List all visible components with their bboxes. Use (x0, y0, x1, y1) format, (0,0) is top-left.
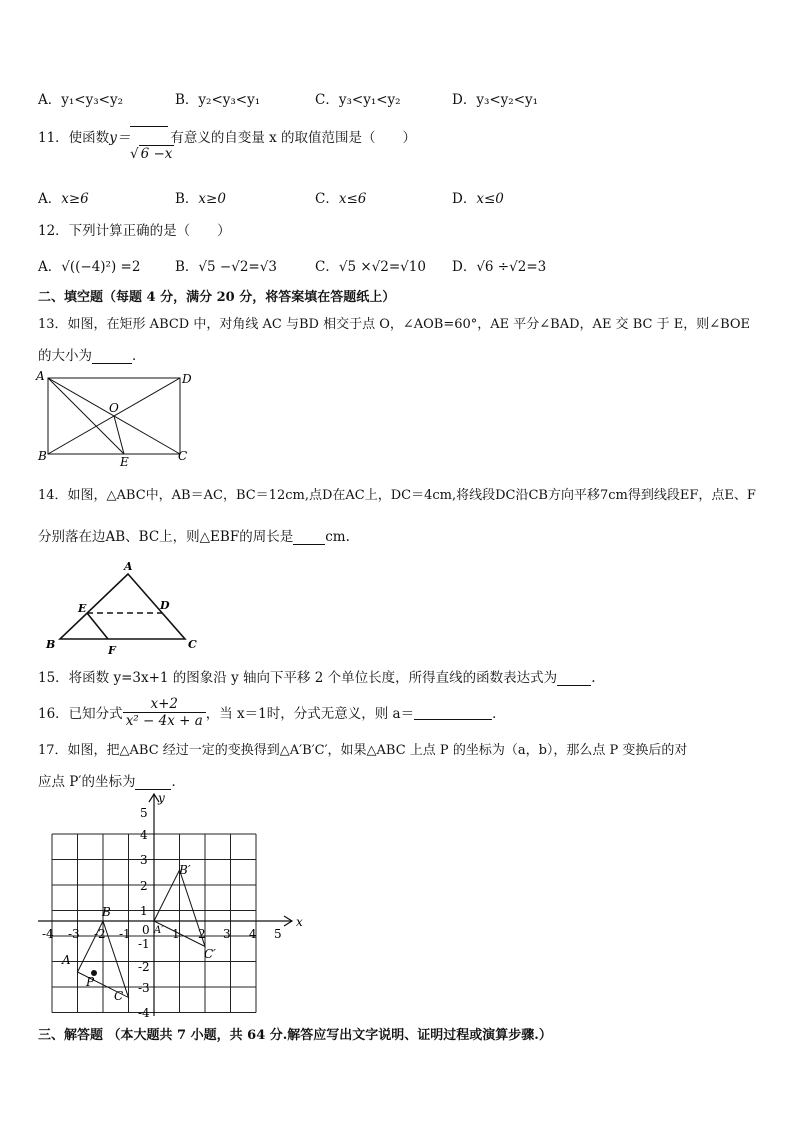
y-tick-neg2: -2 (138, 960, 150, 974)
q15-answer-blank[interactable] (557, 671, 591, 686)
x-tick-neg3: -3 (68, 927, 80, 941)
y-tick-neg4: -4 (138, 1006, 150, 1020)
q14-figure (40, 560, 210, 654)
x-tick-neg1: -1 (119, 927, 131, 941)
q11-radical: √ 6 −x (130, 146, 173, 162)
q14-label-d: D (160, 599, 170, 612)
q13-label-o: O (109, 401, 119, 415)
q13-stem-line2: 的大小为 ． (38, 348, 146, 364)
q17-stem-line2: 应点 P′的坐标为 ． (38, 774, 185, 790)
q14-stem-line1: 14．如图，△ABC中，AB＝AC，BC＝12cm,点D在AC上，DC＝4cm,将线段DC沿CB方向平移7cm得到线段EF，点E、F (38, 488, 756, 503)
section-2-heading: 二、填空题（每题 4 分，满分 20 分，将答案填在答题纸上） (38, 290, 396, 305)
label-a: A (62, 953, 71, 967)
y-tick-5: 5 (140, 806, 148, 820)
label-b: B (102, 905, 111, 919)
y-tick-neg3: -3 (138, 981, 150, 995)
q17-coordinate-grid (30, 788, 320, 1022)
y-tick-2: 2 (140, 879, 148, 893)
q11-stem: 11．使函数y＝ 有意义的自变量 x 的取值范围是（ ） (38, 126, 416, 146)
q12-stem: 12．下列计算正确的是（ ） (38, 223, 231, 239)
label-a-prime: A′ (154, 925, 164, 936)
q13-stem-line1: 13．如图，在矩形 ABCD 中，对角线 AC 与BD 相交于点 O，∠AOB=60°，AE 平分∠BAD，AE 交 BC 于 E，则∠BOE (38, 317, 751, 332)
q14-label-b: B (46, 638, 56, 651)
q10-option-a: A．y₁<y₃<y₂ (38, 92, 123, 108)
q14-answer-blank[interactable] (293, 530, 325, 545)
q14-label-f: F (108, 644, 116, 654)
q16-answer-blank[interactable] (414, 705, 492, 720)
q14-label-c: C (188, 638, 197, 651)
q13-label-c: C (178, 449, 188, 463)
x-tick-4: 4 (249, 927, 257, 941)
q16-fraction: $\frac{x+2}{\text{x² − 4x + a}}$ (123, 696, 206, 729)
q12-option-b: B．√5 −√2=√3 (175, 259, 277, 275)
q10-option-b: B．y₂<y₃<y₁ (175, 92, 261, 108)
section-3-heading: 三、解答题 （本大题共 7 小题，共 64 分.解答应写出文字说明、证明过程或演算步骤.） (38, 1028, 552, 1043)
q13-label-a: A (36, 369, 45, 383)
x-tick-neg2: -2 (94, 927, 106, 941)
q14-label-e: E (78, 602, 87, 615)
label-c: C (114, 989, 124, 1003)
x-tick-0: 0 (142, 923, 150, 937)
y-tick-1: 1 (140, 904, 148, 918)
x-tick-2: 2 (198, 927, 206, 941)
x-tick-5: 5 (274, 927, 282, 941)
x-tick-3: 3 (223, 927, 231, 941)
y-tick-neg1: -1 (138, 937, 150, 951)
y-tick-3: 3 (140, 853, 148, 867)
q15-stem: 15．将函数 y=3x+1 的图象沿 y 轴向下平移 2 个单位长度，所得直线的函数表达式为 . (38, 670, 596, 686)
q13-label-b: B (38, 449, 47, 463)
q16-stem: 16．已知分式 $\frac{x+2}{\text{x² − 4x + a}}$ ，当 x＝1时，分式无意义，则 a＝ ． (38, 695, 506, 729)
q14-stem-line2: 分别落在边AB、BC上，则△EBF的周长是 cm. (38, 529, 350, 545)
x-tick-neg4: -4 (42, 927, 54, 941)
q12-option-a: A．√((−4)²) =2 (38, 259, 141, 275)
y-tick-4: 4 (140, 828, 148, 842)
q13-label-d: D (182, 372, 192, 386)
q11-option-d: D．x≤0 (452, 191, 504, 207)
q11-option-b: B．x≥0 (175, 191, 226, 207)
q11-option-c: C．x≤6 (315, 191, 367, 207)
label-p: P (86, 975, 95, 989)
q12-option-d: D．√6 ÷√2=3 (452, 259, 547, 275)
label-c-prime: C′ (204, 947, 216, 961)
q13-figure (30, 368, 200, 470)
q14-label-a: A (124, 560, 133, 573)
q13-answer-blank[interactable] (92, 349, 132, 364)
q10-option-c: C．y₃<y₁<y₂ (315, 92, 401, 108)
q17-stem-line1: 17．如图，把△ABC 经过一定的变换得到△A′B′C′，如果△ABC 上点 P 的坐标为（a，b），那么点 P 变换后的对 (38, 743, 688, 758)
q10-option-d: D．y₃<y₂<y₁ (452, 92, 539, 108)
q12-option-c: C．√5 ×√2=√10 (315, 259, 426, 275)
y-axis-label: y (158, 791, 165, 805)
x-tick-1: 1 (172, 927, 180, 941)
label-b-prime: B′ (179, 863, 191, 877)
x-axis-label: x (296, 915, 303, 929)
q11-option-a: A．x≥6 (38, 191, 89, 207)
q13-label-e: E (120, 455, 129, 469)
